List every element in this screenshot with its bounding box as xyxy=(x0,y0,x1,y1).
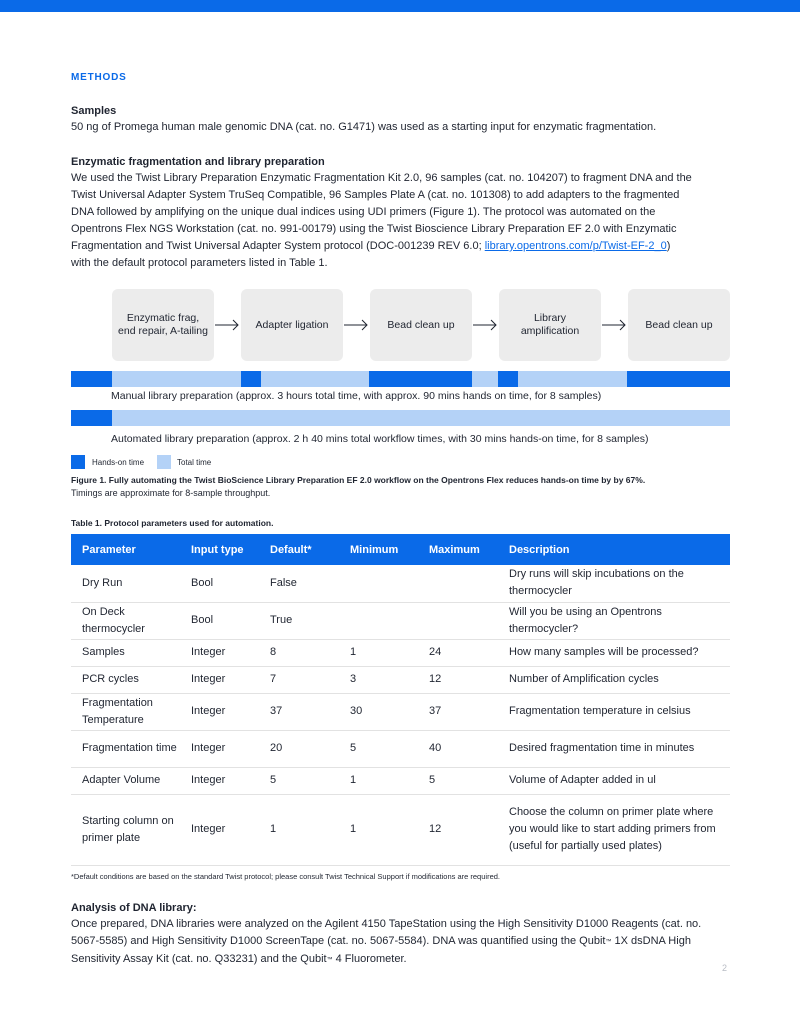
column-header: Default* xyxy=(259,534,339,565)
column-header: Maximum xyxy=(418,534,498,565)
trademark-symbol: ™ xyxy=(326,957,333,963)
table-cell: 1 xyxy=(339,767,418,794)
enzymatic-heading: Enzymatic fragmentation and library preparation xyxy=(71,156,325,168)
column-header: Input type xyxy=(180,534,259,565)
analysis-line-text: 5067-5585) and High Sensitivity D1000 ScreenTape (cat. no. 5067-5584). DNA was quantified using the Qubit xyxy=(71,935,606,947)
enzymatic-line-text: Fragmentation and Twist Universal Adapter System protocol (DOC-001239 REV 6.0; xyxy=(71,240,485,252)
arrow-right-icon xyxy=(343,319,369,331)
hands-on-segment xyxy=(71,371,112,387)
table-row xyxy=(71,602,730,639)
hands-on-segment xyxy=(627,371,730,387)
table-cell: Dry runs will skip incubations on the thermocycler xyxy=(498,565,730,602)
figure-subcaption: Timings are approximate for 8-sample throughput. xyxy=(71,488,271,498)
table-cell: Bool xyxy=(180,565,259,602)
table-cell: 12 xyxy=(418,666,498,693)
workflow-diagram xyxy=(112,289,730,361)
table-cell: Choose the column on primer plate where you would like to start adding primers from (useful for partially used plates) xyxy=(498,794,730,865)
page-number: 2 xyxy=(722,963,728,973)
table-cell: Integer xyxy=(180,639,259,666)
table-row xyxy=(71,639,730,666)
table-cell xyxy=(339,602,418,639)
table-row xyxy=(71,767,730,794)
analysis-paragraph xyxy=(71,916,731,969)
automated-timeline-bar xyxy=(71,410,730,426)
arrow-right-icon xyxy=(601,319,627,331)
legend-total-label: Total time xyxy=(177,458,212,467)
table-cell: 5 xyxy=(418,767,498,794)
hands-on-segment xyxy=(241,371,261,387)
column-header: Parameter xyxy=(71,534,180,565)
enzymatic-line-text: ) xyxy=(666,240,671,252)
column-header: Minimum xyxy=(339,534,418,565)
analysis-line xyxy=(71,933,731,951)
table-cell: Integer xyxy=(180,767,259,794)
table-row xyxy=(71,693,730,730)
table-cell: 30 xyxy=(339,693,418,730)
table-cell: 20 xyxy=(259,730,339,767)
table-cell: Integer xyxy=(180,693,259,730)
table-cell: 5 xyxy=(339,730,418,767)
workflow-step-bead-clean-up-final: Bead clean up xyxy=(628,289,730,361)
enzymatic-line: with the default protocol parameters listed in Table 1. xyxy=(71,257,328,269)
table-row xyxy=(71,565,730,602)
analysis-line xyxy=(71,951,731,969)
table-title: Table 1. Protocol parameters used for automation. xyxy=(71,518,274,528)
table-cell: Will you be using an Opentrons thermocycler? xyxy=(498,602,730,639)
table-cell: False xyxy=(259,565,339,602)
table-cell: 5 xyxy=(259,767,339,794)
workflow-step-adapter-ligation: Adapter ligation xyxy=(241,289,343,361)
workflow-step-fragmentation: Enzymatic frag, end repair, A-tailing xyxy=(112,289,214,361)
table-cell: Number of Amplification cycles xyxy=(498,666,730,693)
table-cell: Bool xyxy=(180,602,259,639)
protocol-parameters-table xyxy=(71,534,730,866)
table-cell: 1 xyxy=(259,794,339,865)
enzymatic-line: We used the Twist Library Preparation Enzymatic Fragmentation Kit 2.0, 96 samples (cat. no. 104207) to fragment DNA and the xyxy=(71,172,692,184)
table-cell: 8 xyxy=(259,639,339,666)
section-label: METHODS xyxy=(71,72,127,83)
table-cell: Starting column on primer plate xyxy=(71,794,180,865)
table-cell: 3 xyxy=(339,666,418,693)
enzymatic-line: DNA followed by amplifying on the unique dual indices using UDI primers (Figure 1). The protocol was automated on the xyxy=(71,206,656,218)
table-cell: Adapter Volume xyxy=(71,767,180,794)
trademark-symbol: ™ xyxy=(605,939,612,945)
analysis-line-text: Sensitivity Assay Kit (cat. no. Q33231) and the Qubit xyxy=(71,953,327,965)
table-cell: Volume of Adapter added in ul xyxy=(498,767,730,794)
table-cell: Fragmentation time xyxy=(71,730,180,767)
analysis-line-text: 4 Fluorometer. xyxy=(332,953,407,965)
table-cell: Dry Run xyxy=(71,565,180,602)
manual-timeline-bar xyxy=(71,371,730,387)
table-row xyxy=(71,666,730,693)
analysis-line-text: 1X dsDNA High xyxy=(611,935,691,947)
hands-on-segment xyxy=(71,410,112,426)
table-cell: Integer xyxy=(180,666,259,693)
table-cell: Fragmentation Temperature xyxy=(71,693,180,730)
table-cell: Desired fragmentation time in minutes xyxy=(498,730,730,767)
table-cell: PCR cycles xyxy=(71,666,180,693)
table-cell: True xyxy=(259,602,339,639)
table-cell: On Deck thermocycler xyxy=(71,602,180,639)
table-cell: 37 xyxy=(418,693,498,730)
enzymatic-line xyxy=(71,238,731,255)
manual-timeline-caption: Manual library preparation (approx. 3 hours total time, with approx. 90 mins hands on time, for 8 samples) xyxy=(111,390,602,402)
enzymatic-line: Twist Universal Adapter System TruSeq Compatible, 96 Samples Plate A (cat. no. 101308) to add adapters to the fragmented xyxy=(71,189,680,201)
workflow-step-library-amplification: Library amplification xyxy=(499,289,601,361)
table-cell: 1 xyxy=(339,794,418,865)
hands-on-swatch xyxy=(71,455,85,469)
table-cell: 37 xyxy=(259,693,339,730)
table-header-row xyxy=(71,534,730,565)
table-row xyxy=(71,794,730,865)
table-cell: How many samples will be processed? xyxy=(498,639,730,666)
table-cell: 7 xyxy=(259,666,339,693)
samples-text: 50 ng of Promega human male genomic DNA (cat. no. G1471) was used as a starting input for enzymatic fragmentation. xyxy=(71,121,657,133)
table-cell xyxy=(418,602,498,639)
arrow-right-icon xyxy=(472,319,498,331)
enzymatic-paragraph xyxy=(71,170,731,272)
table-cell: Integer xyxy=(180,794,259,865)
legend-hands-on-label: Hands-on time xyxy=(92,458,145,467)
top-accent-bar xyxy=(0,0,800,12)
table-footnote: *Default conditions are based on the standard Twist protocol; please consult Twist Technical Support if modifications are required. xyxy=(71,872,500,881)
table-cell: Samples xyxy=(71,639,180,666)
hands-on-segment xyxy=(369,371,472,387)
hands-on-segment xyxy=(498,371,518,387)
table-cell: 12 xyxy=(418,794,498,865)
automated-timeline-caption: Automated library preparation (approx. 2 h 40 mins total workflow times, with 30 mins hands-on time, for 8 samples) xyxy=(111,433,649,445)
arrow-right-icon xyxy=(214,319,240,331)
table-cell: 24 xyxy=(418,639,498,666)
total-time-swatch xyxy=(157,455,171,469)
table-cell: 1 xyxy=(339,639,418,666)
analysis-heading: Analysis of DNA library: xyxy=(71,902,197,914)
samples-heading: Samples xyxy=(71,105,117,117)
table-cell xyxy=(339,565,418,602)
protocol-link[interactable]: library.opentrons.com/p/Twist-EF-2_0 xyxy=(484,240,667,252)
analysis-line: Once prepared, DNA libraries were analyzed on the Agilent 4150 TapeStation using the High Sensitivity D1000 Reagents (cat. no. xyxy=(71,918,702,930)
table-cell xyxy=(418,565,498,602)
workflow-step-bead-clean-up: Bead clean up xyxy=(370,289,472,361)
figure-caption: Figure 1. Fully automating the Twist BioScience Library Preparation EF 2.0 workflow on the Opentrons Flex reduces hands-on time by by 67%. xyxy=(71,475,646,485)
table-cell: 40 xyxy=(418,730,498,767)
column-header: Description xyxy=(498,534,730,565)
table-row xyxy=(71,730,730,767)
enzymatic-line: Opentrons Flex NGS Workstation (cat. no. 991-00179) using the Twist Bioscience Library Preparation EF 2.0 with Enzymatic xyxy=(71,223,677,235)
table-cell: Integer xyxy=(180,730,259,767)
table-cell: Fragmentation temperature in celsius xyxy=(498,693,730,730)
